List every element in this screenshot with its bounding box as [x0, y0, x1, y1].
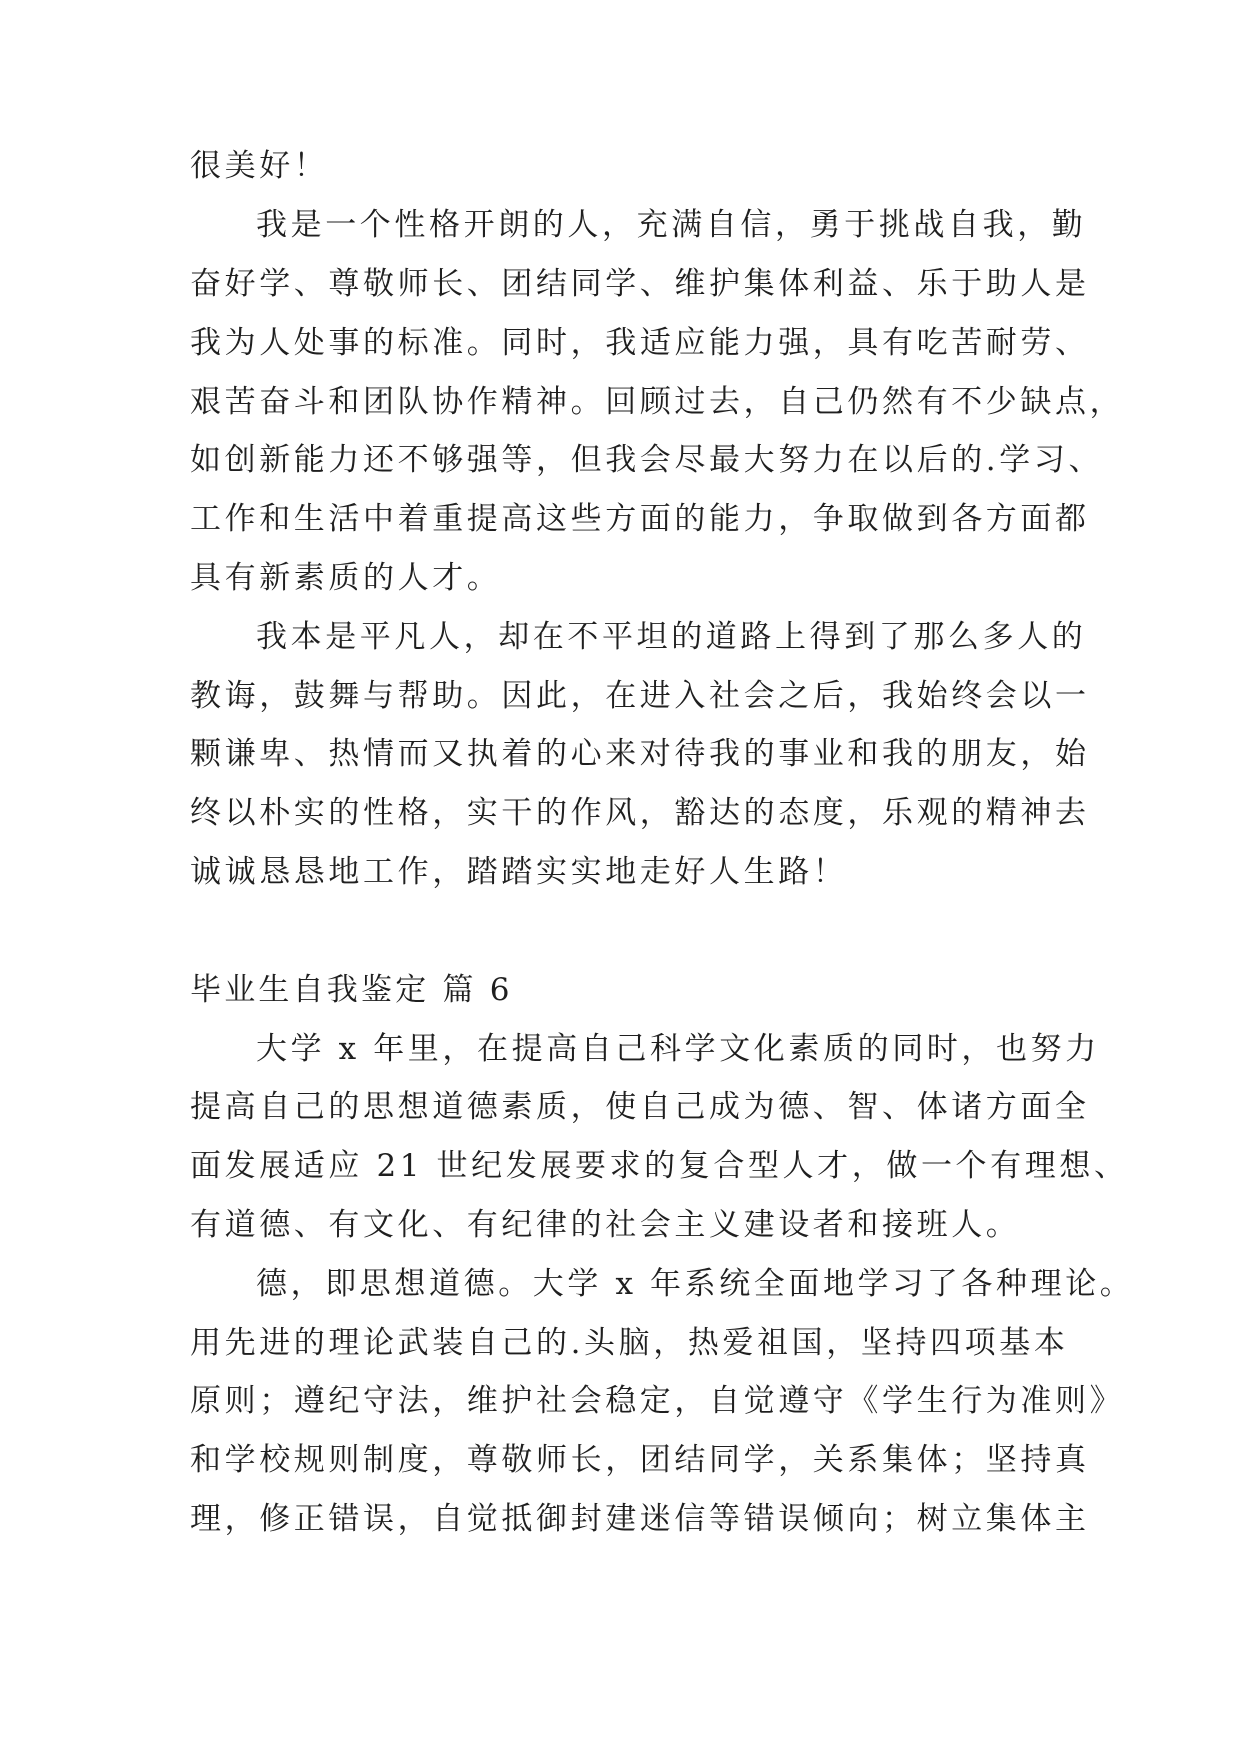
- text-line: 具有新素质的人才。: [190, 560, 502, 596]
- paragraph-first-line: 我本是平凡人，却在不平坦的道路上得到了那么多人的: [256, 619, 1087, 655]
- text-line: 原则；遵纪守法，维护社会稳定，自觉遵守《学生行为准则》: [190, 1383, 1125, 1419]
- text-line: 我为人处事的标准。同时，我适应能力强，具有吃苦耐劳、: [190, 325, 1090, 361]
- text-line: 和学校规则制度，尊敬师长，团结同学，关系集体；坚持真: [190, 1442, 1090, 1478]
- text-line: 如创新能力还不够强等，但我会尽最大努力在以后的.学习、: [190, 442, 1104, 478]
- text-line: 用先进的理论武装自己的.头脑，热爱祖国，坚持四项基本: [190, 1325, 1069, 1361]
- text-line: 颗谦卑、热情而又执着的心来对待我的事业和我的朋友，始: [190, 736, 1090, 772]
- text-line: 艰苦奋斗和团队协作精神。回顾过去，自己仍然有不少缺点，: [190, 384, 1125, 420]
- text-line: 有道德、有文化、有纪律的社会主义建设者和接班人。: [190, 1207, 1021, 1243]
- paragraph-first-line: 大学 x 年里，在提高自己科学文化素质的同时，也努力: [256, 1031, 1100, 1067]
- section-heading: 毕业生自我鉴定 篇 6: [190, 972, 513, 1008]
- text-line: 奋好学、尊敬师长、团结同学、维护集体利益、乐于助人是: [190, 266, 1090, 302]
- text-line: 工作和生活中着重提高这些方面的能力，争取做到各方面都: [190, 501, 1090, 537]
- text-line: 理，修正错误，自觉抵御封建迷信等错误倾向；树立集体主: [190, 1501, 1090, 1537]
- text-line: 很美好！: [190, 148, 329, 184]
- paragraph-first-line: 我是一个性格开朗的人，充满自信，勇于挑战自我，勤: [256, 207, 1087, 243]
- text-line: 教诲，鼓舞与帮助。因此，在进入社会之后，我始终会以一: [190, 678, 1090, 714]
- text-line: 提高自己的思想道德素质，使自己成为德、智、体诸方面全: [190, 1089, 1090, 1125]
- text-line: 面发展适应 21 世纪发展要求的复合型人才，做一个有理想、: [190, 1148, 1129, 1184]
- paragraph-first-line: 德，即思想道德。大学 x 年系统全面地学习了各种理论。: [256, 1266, 1135, 1302]
- text-line: 诚诚恳恳地工作，踏踏实实地走好人生路！: [190, 854, 848, 890]
- text-line: 终以朴实的性格，实干的作风，豁达的态度，乐观的精神去: [190, 795, 1090, 831]
